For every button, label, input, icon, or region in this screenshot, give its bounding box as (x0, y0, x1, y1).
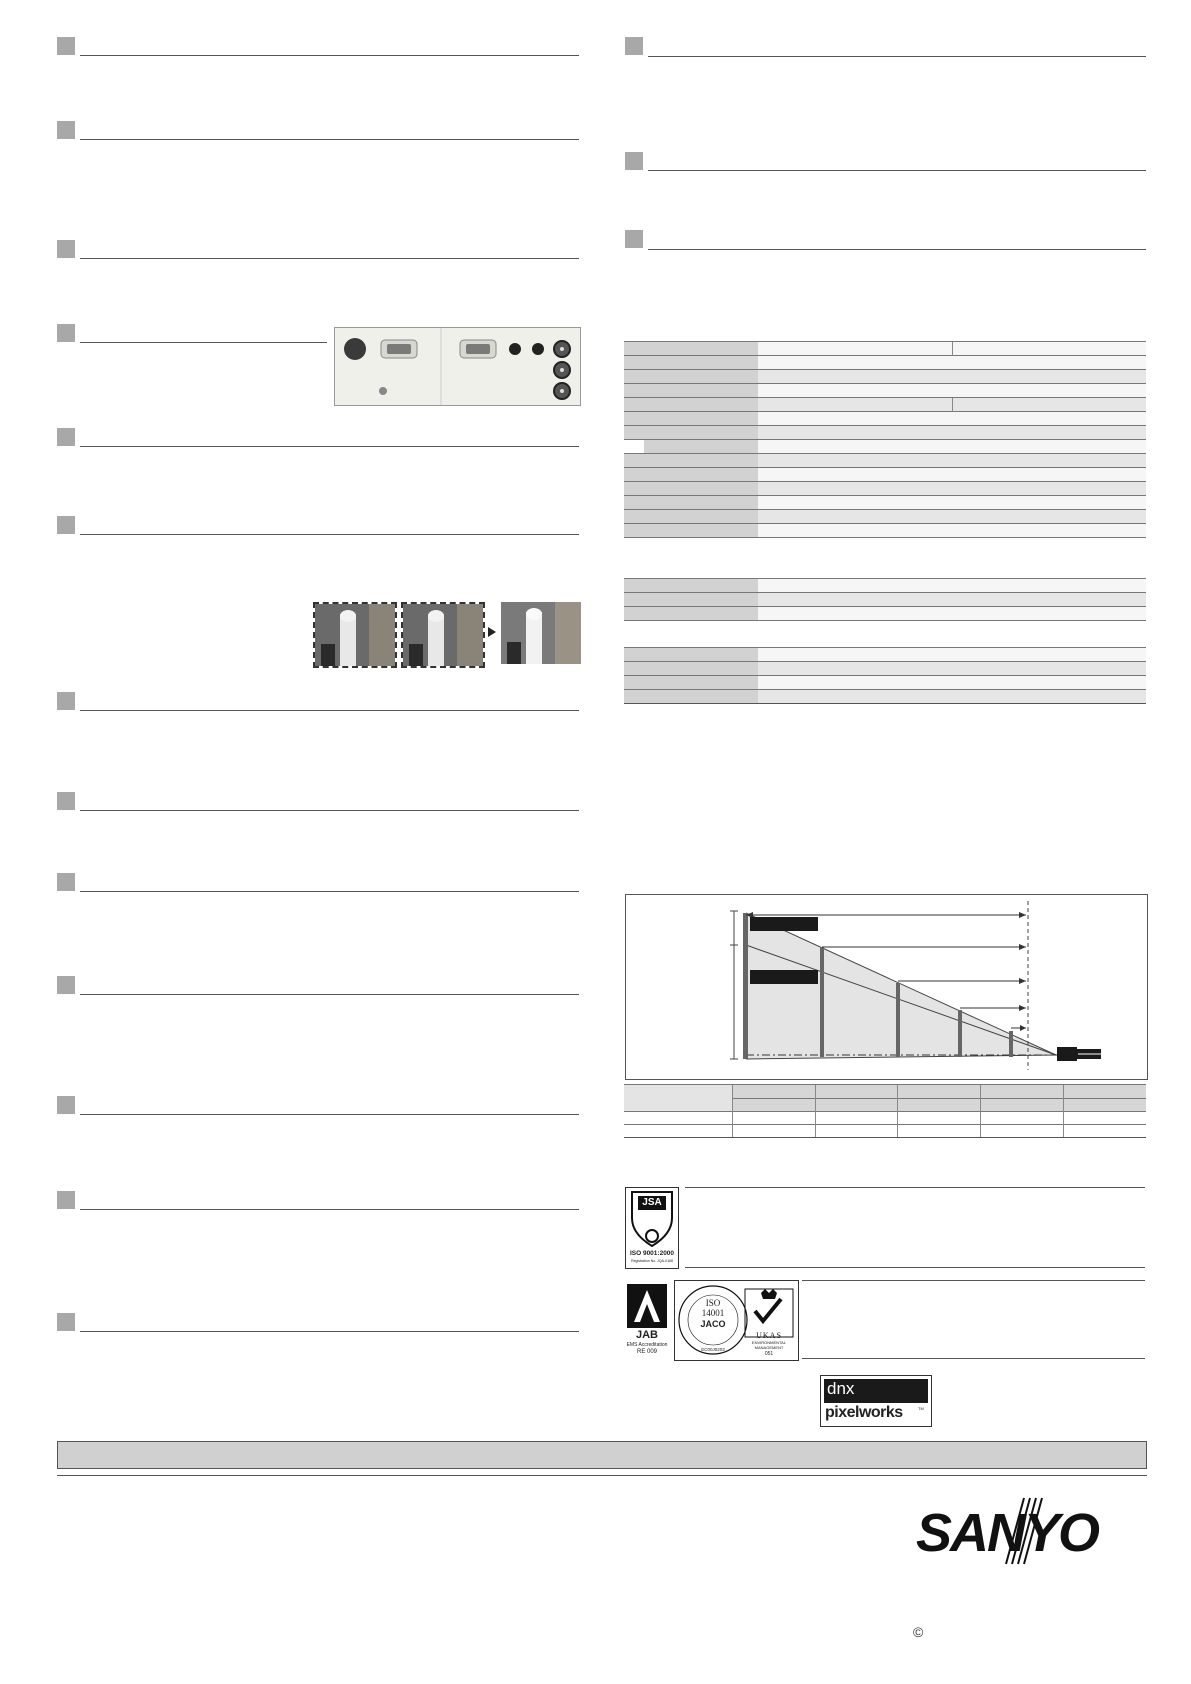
section-rule (648, 170, 1146, 171)
spec-row (624, 621, 1146, 648)
spec-row (624, 482, 1146, 496)
terminal-panel-drawing (335, 328, 580, 405)
section-rule (80, 55, 579, 56)
projector-icon (1057, 1047, 1077, 1061)
iso-org: JACO (700, 1319, 726, 1329)
jsa-mark: JSA (642, 1197, 662, 1208)
section-rule (80, 710, 579, 711)
section-marker (57, 37, 75, 55)
section-marker (57, 324, 75, 342)
jsa-reg: Registration No. JQA-0168 (631, 1259, 673, 1263)
distance-row (624, 1125, 1146, 1138)
section-rule (80, 534, 579, 535)
dnx-text: dnx (827, 1379, 855, 1398)
diagram-label-box (750, 970, 818, 984)
section-rule (80, 258, 579, 259)
pixelworks-tm: TM (918, 1406, 924, 1411)
section-rule (80, 810, 579, 811)
iso-line2: 14001 (701, 1308, 725, 1318)
spec-row (624, 496, 1146, 510)
jsa-cert: ISO 9001:2000 (629, 1250, 675, 1257)
certification-rule (685, 1267, 1145, 1268)
section-marker (57, 1313, 75, 1331)
jab-mark: JAB (635, 1329, 658, 1341)
comparison-photo-3 (501, 602, 581, 664)
spec-row (624, 398, 1146, 412)
section-marker (57, 692, 75, 710)
footer-bar (57, 1441, 1147, 1469)
spec-row (624, 538, 1146, 579)
spec-row (624, 384, 1146, 398)
jab-line1: EMS Accreditation (626, 1342, 668, 1348)
comparison-photo-1 (313, 602, 397, 668)
section-marker (625, 37, 643, 55)
diagram-label-box (750, 917, 818, 931)
spec-row (624, 356, 1146, 370)
footer-rule (57, 1475, 1147, 1476)
section-rule (648, 249, 1146, 250)
iso-line1: ISO (705, 1298, 721, 1308)
section-marker (625, 152, 643, 170)
section-rule (80, 994, 579, 995)
section-marker (57, 976, 75, 994)
section-marker (57, 240, 75, 258)
audio-jack-icon (344, 338, 366, 360)
spec-row (624, 524, 1146, 538)
certification-rule (802, 1280, 1145, 1281)
dnx-pixelworks-logo (820, 1375, 932, 1427)
certification-rule (685, 1187, 1145, 1188)
iso-code: EC00J0203 (701, 1347, 725, 1352)
projection-diagram-drawing (626, 895, 1147, 1079)
copyright-symbol: © (913, 1624, 924, 1640)
section-marker (57, 1191, 75, 1209)
section-rule (80, 1209, 579, 1210)
specifications-table (624, 341, 1146, 704)
comparison-photo-2 (401, 602, 485, 668)
distance-row (624, 1085, 1146, 1099)
spec-row (624, 607, 1146, 621)
spec-row (624, 648, 1146, 662)
section-rule (80, 891, 579, 892)
sanyo-wordmark: SANYO (916, 1503, 1099, 1563)
section-rule (80, 446, 579, 447)
pixelworks-text: pixelworks (825, 1404, 903, 1421)
ukas-num: 051 (764, 1351, 774, 1357)
spec-row (624, 426, 1146, 440)
spec-row (624, 440, 1146, 454)
arrow-right-icon (488, 627, 496, 637)
section-marker (57, 516, 75, 534)
jab-emblem (627, 1284, 667, 1328)
spec-row (624, 690, 1146, 704)
ukas-mark: UKAS (756, 1331, 782, 1340)
certification-rule (802, 1358, 1145, 1359)
section-rule (80, 342, 327, 343)
spec-row (624, 412, 1146, 426)
spec-row (624, 454, 1146, 468)
section-marker (57, 121, 75, 139)
sanyo-logo (914, 1490, 1134, 1570)
spec-row (624, 579, 1146, 593)
section-rule (80, 139, 579, 140)
distance-row (624, 1112, 1146, 1125)
projection-distance-diagram (625, 894, 1148, 1080)
spec-row (624, 676, 1146, 690)
jab-logo (625, 1284, 669, 1356)
section-marker (625, 230, 643, 248)
spec-row (624, 370, 1146, 384)
projection-distance-table (624, 1084, 1146, 1138)
spec-row (624, 662, 1146, 676)
jsa-iso9001-logo (625, 1187, 679, 1269)
ukas-line2: MANAGEMENT (754, 1345, 784, 1350)
spec-row (624, 593, 1146, 607)
section-marker (57, 428, 75, 446)
section-rule (648, 56, 1146, 57)
iso14001-ukas-logo (674, 1280, 799, 1361)
section-rule (80, 1114, 579, 1115)
section-rule (80, 1331, 579, 1332)
spec-row (624, 342, 1146, 356)
section-marker (57, 1096, 75, 1114)
spec-row (624, 510, 1146, 524)
rear-terminal-panel-image (334, 327, 581, 406)
section-marker (57, 873, 75, 891)
jab-line2: RE 009 (636, 1349, 657, 1355)
section-marker (57, 792, 75, 810)
spec-row (624, 468, 1146, 482)
ukas-line1: ENVIRONMENTAL (751, 1340, 787, 1345)
